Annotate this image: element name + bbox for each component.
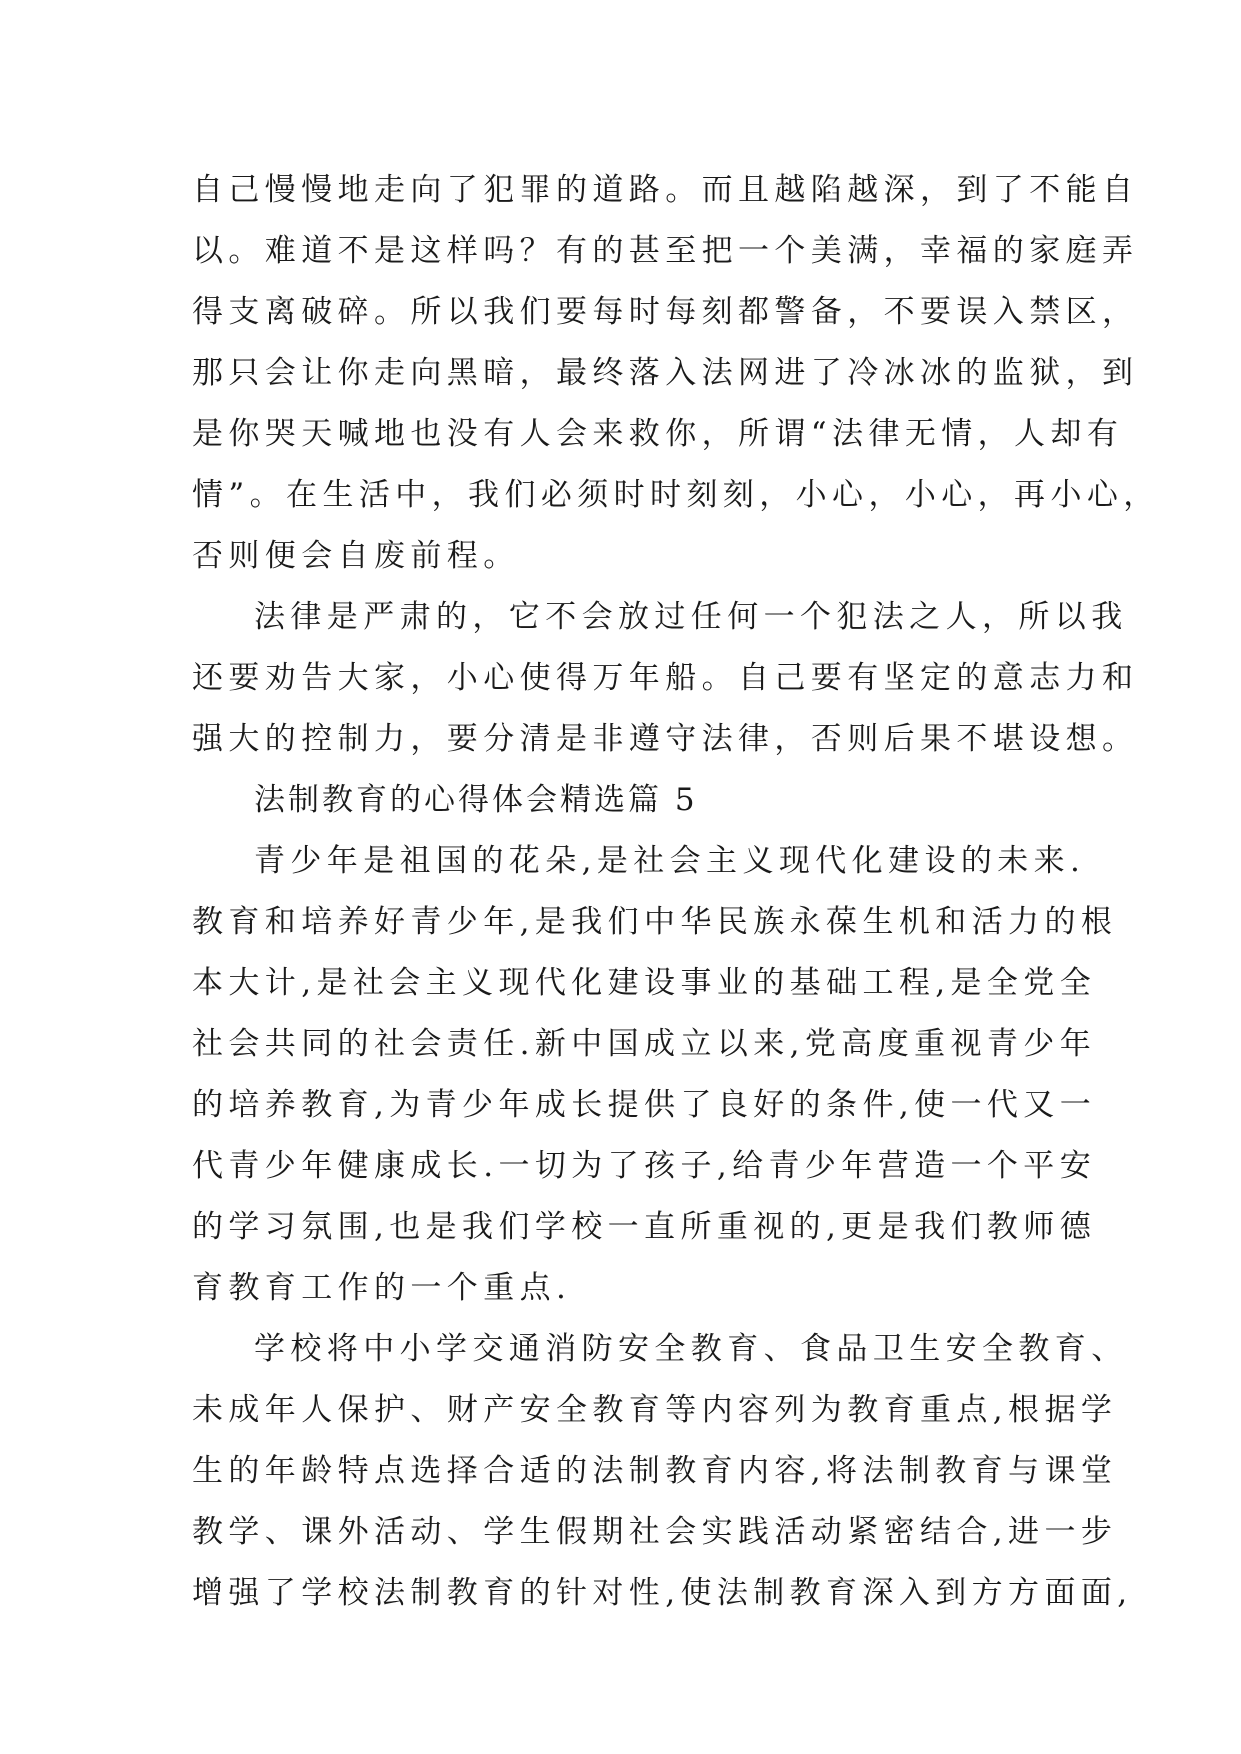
text-line: 否则便会自废前程。: [192, 538, 520, 574]
text-line: 教学、课外活动、学生假期社会实践活动紧密结合,进一步: [192, 1514, 1118, 1550]
text-line: 以。难道不是这样吗？有的甚至把一个美满，幸福的家庭弄: [192, 233, 1139, 269]
text-line: 情”。在生活中，我们必须时时刻刻，小心，小心，再小心，: [192, 477, 1160, 513]
text-line: 的学习氛围,也是我们学校一直所重视的,更是我们教师德: [192, 1209, 1097, 1245]
text-line: 自己慢慢地走向了犯罪的道路。而且越陷越深，到了不能自: [192, 172, 1139, 208]
text-line: 本大计,是社会主义现代化建设事业的基础工程,是全党全: [192, 965, 1097, 1001]
text-line: 强大的控制力，要分清是非遵守法律，否则后果不堪设想。: [192, 721, 1139, 757]
text-line: 社会共同的社会责任.新中国成立以来,党高度重视青少年: [192, 1026, 1097, 1062]
text-line: 还要劝告大家，小心使得万年船。自己要有坚定的意志力和: [192, 660, 1139, 696]
paragraph-start-line: 法律是严肃的，它不会放过任何一个犯法之人，所以我: [254, 599, 1128, 635]
text-line: 代青少年健康成长.一切为了孩子,给青少年营造一个平安: [192, 1148, 1097, 1184]
paragraph-start-line: 青少年是祖国的花朵,是社会主义现代化建设的未来.: [254, 843, 1086, 879]
text-line: 的培养教育,为青少年成长提供了良好的条件,使一代又一: [192, 1087, 1097, 1123]
text-line: 育教育工作的一个重点.: [192, 1270, 572, 1306]
text-line: 未成年人保护、财产安全教育等内容列为教育重点,根据学: [192, 1392, 1118, 1428]
text-line: 那只会让你走向黑暗，最终落入法网进了冷冰冰的监狱，到: [192, 355, 1139, 391]
paragraph-start-line: 学校将中小学交通消防安全教育、食品卫生安全教育、: [254, 1331, 1128, 1367]
text-line: 得支离破碎。所以我们要每时每刻都警备，不要误入禁区，: [192, 294, 1139, 330]
text-line: 教育和培养好青少年,是我们中华民族永葆生机和活力的根: [192, 904, 1118, 940]
text-line: 增强了学校法制教育的针对性,使法制教育深入到方方面面,: [192, 1575, 1133, 1611]
section-heading: 法制教育的心得体会精选篇 5: [254, 782, 698, 818]
document-body: [192, 160, 1160, 1624]
text-line: 生的年龄特点选择合适的法制教育内容,将法制教育与课堂: [192, 1453, 1118, 1489]
text-line: 是你哭天喊地也没有人会来救你，所谓“法律无情，人却有: [192, 416, 1124, 452]
